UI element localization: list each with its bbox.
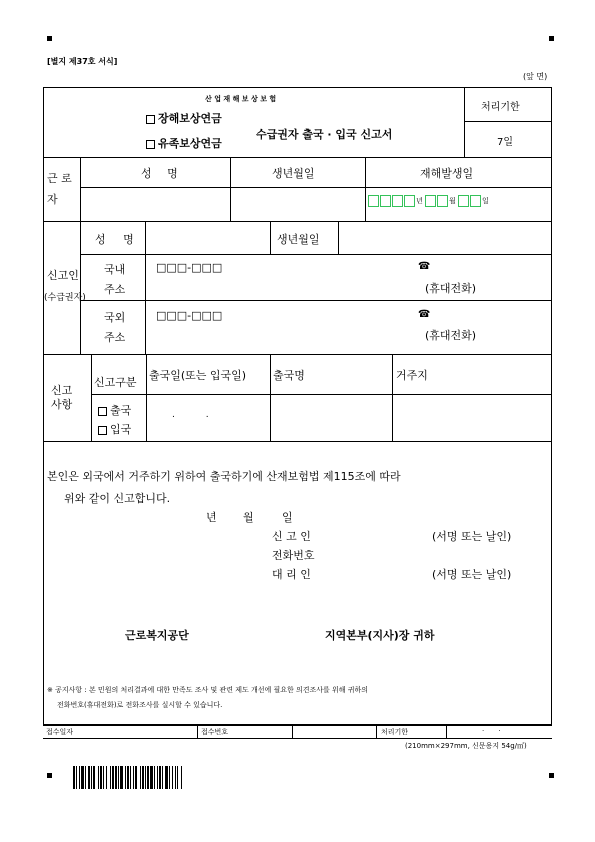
rule — [145, 221, 146, 354]
phone-number-label: 전화번호 — [272, 549, 315, 562]
recipient-org: 근로복지공단 — [125, 629, 189, 642]
rule — [270, 221, 271, 254]
receipt-no-label: 접수번호 — [201, 728, 229, 736]
month-label: 월 — [449, 197, 456, 205]
mobile-label: (휴대전화) — [425, 282, 477, 295]
year-label: 년 — [416, 197, 423, 205]
statement-line2: 위와 같이 신고합니다. — [64, 492, 171, 505]
domestic-postcode[interactable]: □□□-□□□ — [156, 261, 223, 274]
footer-deadline-label: 처리기한 — [381, 728, 409, 736]
option-label: 출국 — [110, 404, 132, 417]
footer-deadline-dots: . . — [482, 725, 501, 733]
reporter-name-label: 성 명 — [95, 233, 134, 246]
option-entry[interactable] — [98, 421, 131, 437]
deadline-label: 처리기한 — [481, 102, 520, 113]
rule — [80, 300, 552, 301]
registration-mark — [47, 36, 52, 41]
barcode-bar — [182, 766, 184, 789]
domestic-address-label: 국내 — [104, 263, 126, 276]
agent-sign-label: 대 리 인 — [272, 568, 311, 581]
worker-section-label: 근 로 — [47, 172, 72, 185]
rule — [80, 221, 81, 354]
phone-icon: ☎ — [418, 309, 431, 320]
reporter-sign-label: 신 고 인 — [272, 530, 311, 543]
form-subtitle: 산 업 재 해 보 상 보 험 — [205, 95, 277, 103]
report-type-header: 신고구분 — [94, 376, 137, 389]
deadline-value: 7일 — [497, 137, 514, 148]
registration-mark — [549, 773, 554, 778]
rule — [270, 354, 271, 441]
paper-spec: (210mm×297mm, 신문용지 54g/㎡) — [405, 742, 527, 750]
form-code: [별지 제37호 서식] — [47, 57, 118, 66]
report-section-label: 사항 — [51, 398, 73, 411]
rule — [464, 87, 465, 157]
worker-name-header: 성 명 — [141, 167, 178, 180]
statement-date-month: 월 — [243, 511, 254, 524]
rule — [146, 354, 147, 441]
statement-line1: 본인은 외국에서 거주하기 위하여 출국하기에 산재보험법 제115조에 따라 — [47, 470, 401, 483]
option-label: 장해보상연금 — [158, 112, 222, 125]
rule — [80, 187, 552, 188]
rule — [91, 394, 552, 395]
rule — [230, 157, 231, 221]
option-label: 입국 — [110, 423, 132, 436]
rule — [80, 157, 81, 221]
checkbox[interactable] — [146, 140, 155, 149]
domestic-address-label: 주소 — [104, 283, 126, 296]
report-section-label: 신고 — [51, 384, 73, 397]
foreign-address-label: 국외 — [104, 311, 126, 324]
reporter-section-label: 신고인 — [47, 269, 79, 282]
rule — [43, 724, 552, 725]
rule — [43, 441, 552, 442]
reporter-sign-note: (서명 또는 날인) — [432, 530, 512, 543]
foreign-address-label: 주소 — [104, 331, 126, 344]
agent-sign-note: (서명 또는 날인) — [432, 568, 512, 581]
report-date-header: 출국일(또는 입국일) — [149, 369, 247, 382]
foreign-postcode[interactable]: □□□-□□□ — [156, 309, 223, 322]
rule — [338, 221, 339, 254]
barcode — [73, 766, 270, 789]
notice-line2: 전화번호(휴대전화)로 전화조사를 실시할 수 있습니다. — [57, 701, 223, 709]
form-title: 수급권자 출국 · 입국 신고서 — [256, 128, 393, 141]
reporter-birth-label: 생년월일 — [277, 233, 320, 246]
option-survivor-pension[interactable] — [146, 135, 222, 151]
rule — [365, 157, 366, 221]
accident-date-field[interactable] — [368, 195, 489, 207]
registration-mark — [47, 773, 52, 778]
option-label: 유족보상연금 — [158, 137, 222, 150]
report-residence-header: 거주지 — [396, 369, 428, 382]
checkbox[interactable] — [98, 407, 107, 416]
notice-line1: ※ 공지사항 : 본 민원의 처리결과에 대한 만족도 조사 및 관련 제도 개선에 필요한 의견조사를 위해 귀하의 — [47, 686, 369, 694]
report-country-header: 출국명 — [273, 369, 305, 382]
phone-icon: ☎ — [418, 261, 431, 272]
worker-accident-header: 재해발생일 — [420, 167, 474, 180]
rule — [197, 724, 198, 738]
statement-date-year: 년 — [206, 511, 217, 524]
statement-date-day: 일 — [282, 511, 293, 524]
rule — [43, 738, 552, 739]
day-label: 일 — [482, 197, 489, 205]
rule — [43, 157, 552, 158]
checkbox[interactable] — [98, 426, 107, 435]
mobile-label: (휴대전화) — [425, 329, 477, 342]
receipt-date-label: 접수일자 — [46, 728, 74, 736]
rule — [446, 724, 447, 738]
page-side-note: (앞 면) — [523, 72, 548, 81]
rule — [376, 724, 377, 738]
recipient-addressee: 지역본부(지사)장 귀하 — [325, 629, 435, 642]
checkbox[interactable] — [146, 115, 155, 124]
rule — [80, 254, 552, 255]
rule — [392, 354, 393, 441]
worker-birth-header: 생년월일 — [272, 167, 315, 180]
option-disability-pension[interactable] — [146, 110, 222, 126]
rule — [464, 121, 552, 122]
report-date-dots[interactable]: . . — [172, 410, 209, 420]
worker-section-label: 자 — [47, 193, 58, 206]
reporter-section-sub: (수급권자) — [44, 293, 86, 303]
rule — [91, 354, 92, 441]
rule — [43, 354, 552, 355]
option-departure[interactable] — [98, 402, 131, 418]
rule — [292, 724, 293, 738]
registration-mark — [549, 36, 554, 41]
rule — [43, 221, 552, 222]
